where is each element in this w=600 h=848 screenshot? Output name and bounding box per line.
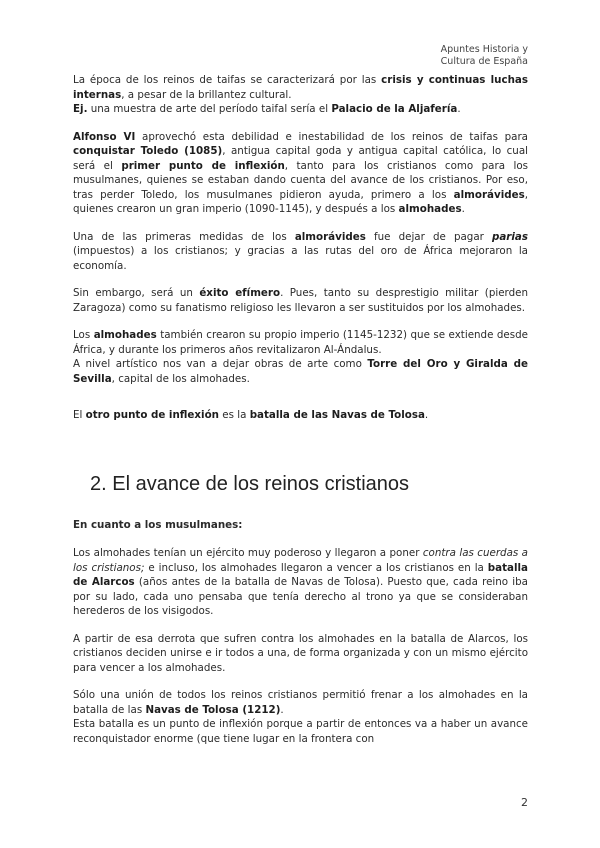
paragraph-derrota: A partir de esa derrota que sufren contra los almohades en la batalla de Alarcos, los cristianos deciden unirse e ir todos a una, de forma organizada y con un mismo ejército para vencer a los almohades. — [73, 632, 528, 674]
subheading: En cuanto a los musulmanes: — [73, 518, 243, 531]
document-body — [73, 73, 528, 759]
paragraph-almohades: Los almohades también crearon su propio imperio (1145-1232) que se extiende desde África, y durante los primeros años revitalizaron Al-Ándalus. A nivel artístico nos van a dejar obras de arte como Torre del Oro y Giralda de Sevilla, capital de los almohades. — [73, 329, 528, 385]
section-heading: 2. El avance de los reinos cristianos — [90, 472, 410, 495]
page-number: 2 — [521, 796, 528, 809]
header-line-2: Cultura de España — [440, 56, 528, 67]
paragraph-navas: Sólo una unión de todos los reinos cristianos permitió frenar a los almohades en la batalla de las Navas de Tolosa (1212). Esta batalla es un punto de inflexión porque a partir de entonces va a haber un avance reconquistador enorme (que tiene lugar en la frontera con — [73, 689, 528, 745]
paragraph-alfonso: Alfonso VI aprovechó esta debilidad e inestabilidad de los reinos de taifas para conquistar Toledo (1085), antigua capital goda y antigua capital católica, lo cual será el primer punto de inflexión, tanto para los cristianos como para los musulmanes, quienes se estaban dando cuenta del avance de los cristianos. Por eso, tras perder Toledo, los musulmanes pidieron ayuda, primero a los almorávides, quienes crearon un gran imperio (1090-1145), y después a los almohades. — [73, 130, 528, 215]
paragraph-alarcos: Los almohades tenían un ejército muy poderoso y llegaron a poner contra las cuerdas a los cristianos; e incluso, los almohades llegaron a vencer a los cristianos en la batalla de Alarcos (años antes de la batalla de Navas de Tolosa). Puesto que, cada reino iba por su lado, cada uno pensaba que tenía derecho al trono ya que se consideraban herederos de los visigodos. — [73, 547, 528, 617]
header-line-1: Apuntes Historia y — [440, 44, 528, 55]
paragraph-inflexion: El otro punto de inflexión es la batalla de las Navas de Tolosa. — [73, 409, 429, 421]
paragraph-almoravides: Una de las primeras medidas de los almorávides fue dejar de pagar parias (impuestos) a los cristianos; y gracias a las rutas del oro de África mejoraron la economía. — [73, 230, 528, 272]
page-header — [441, 44, 528, 68]
paragraph-exito: Sin embargo, será un éxito efímero. Pues, tanto su desprestigio militar (pierden Zaragoza) como su fanatismo religioso les llevaron a ser sustituidos por los almohades. — [73, 287, 528, 314]
paragraph-taifas: La época de los reinos de taifas se caracterizará por las crisis y continuas luchas internas, a pesar de la brillantez cultural. Ej. una muestra de arte del período taifal sería el Palacio de la Aljafería. — [73, 74, 528, 115]
